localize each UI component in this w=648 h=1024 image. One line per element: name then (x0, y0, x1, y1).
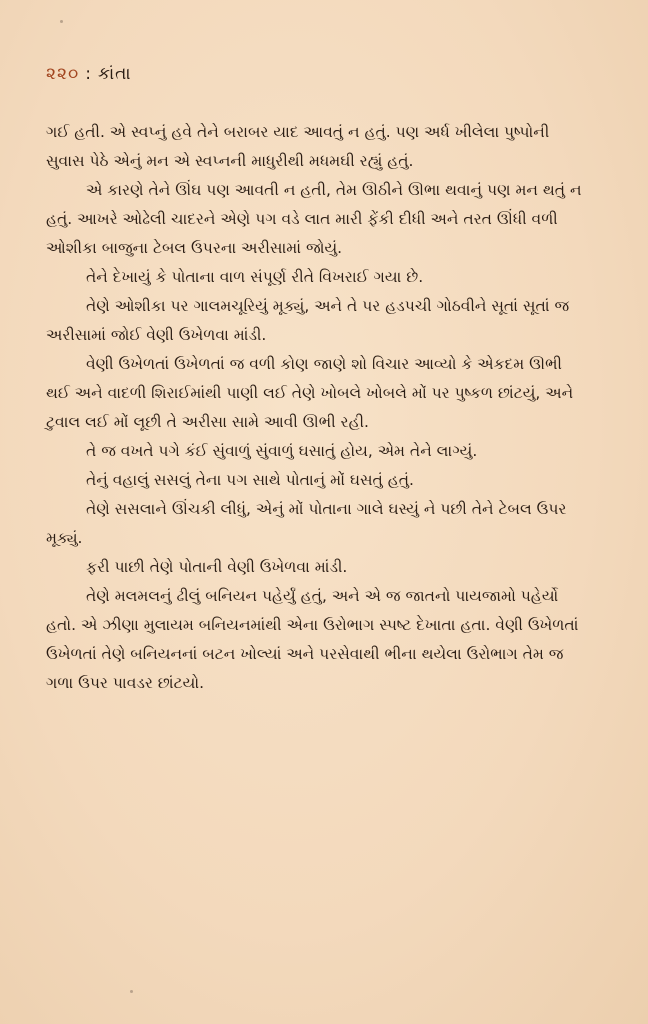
paper-speck (60, 20, 63, 23)
paragraph: તેણે સસલાને ઊંચકી લીધું, એનું મોં પોતાના ગાલે ઘસ્યું ને પછી તેને ટેબલ ઉપર મૂક્યું. (46, 500, 567, 547)
paragraph: તેણે મલમલનું ઢીલું બનિયન પહેર્યું હતું, અને એ જ જાતનો પાયજામો પહેર્યો હતો. એ ઝીણા મુલાયમ બનિયનમાંથી એના ઉરોભાગ સ્પષ્ટ દેખાતા હતા. વેણી ઉખેળતાં ઉખેળતાં તેણે બનિયનનાં બટન ખોલ્યાં અને પરસેવાથી ભીના થયેલા ઉરોભાગ તેમ જ ગળા ઉપર પાવડર છાંટયો. (46, 587, 579, 692)
page-body (46, 118, 586, 698)
header-separator: : (85, 64, 92, 84)
paper-speck (130, 990, 133, 993)
page-header (46, 64, 132, 84)
paragraph: વેણી ઉખેળતાં ઉખેળતાં જ વળી કોણ જાણે શો વિચાર આવ્યો કે એકદમ ઊભી થઈ અને વાદળી શિરાઈમાંથી પાણી લઈ તેણે ખોબલે ખોબલે મોં પર પુષ્કળ છાંટયું, અને ટુવાલ લઈ મોં લૂછી તે અરીસા સામે આવી ઊભી રહી. (46, 355, 574, 431)
page-number: ૨૨૦ (46, 64, 80, 84)
running-title: કાંતા (97, 64, 132, 84)
paragraph: એ કારણે તેને ઊંઘ પણ આવતી ન હતી, તેમ ઊઠીને ઊભા થવાનું પણ મન થતું ન હતું. આખરે ઓઢેલી ચાદરને એણે પગ વડે લાત મારી ફેંકી દીધી અને તરત ઊંધી વળી ઓશીકા બાજુના ટેબલ ઉપરના અરીસામાં જોયું. (46, 181, 582, 257)
paragraph: તેણે ઓશીકા પર ગાલમચૂરિયું મૂક્યું, અને તે પર હડપચી ગોઠવીને સૂતાં સૂતાં જ અરીસામાં જોઈ વેણી ઉખેળવા માંડી. (46, 297, 570, 344)
paragraph: તેનું વહાલું સસલું તેના પગ સાથે પોતાનું મોં ઘસતું હતું. (86, 471, 414, 489)
paragraph: તેને દેખાયું કે પોતાના વાળ સંપૂર્ણ રીતે વિખરાઈ ગયા છે. (86, 268, 424, 286)
paragraph: ગઈ હતી. એ સ્વપ્નું હવે તેને બરાબર યાદ આવતું ન હતું. પણ અર્ધ ખીલેલા પુષ્પોની સુવાસ પેઠે એનું મન એ સ્વપ્નની માધુરીથી મધમઘી રહ્યું હતું. (46, 123, 550, 170)
paragraph: ફરી પાછી તેણે પોતાની વેણી ઉખેળવા માંડી. (86, 558, 348, 576)
paragraph: તે જ વખતે પગે કંઈ સુંવાળું સુંવાળું ઘસાતું હોય, એમ તેને લાગ્યું. (86, 442, 478, 460)
